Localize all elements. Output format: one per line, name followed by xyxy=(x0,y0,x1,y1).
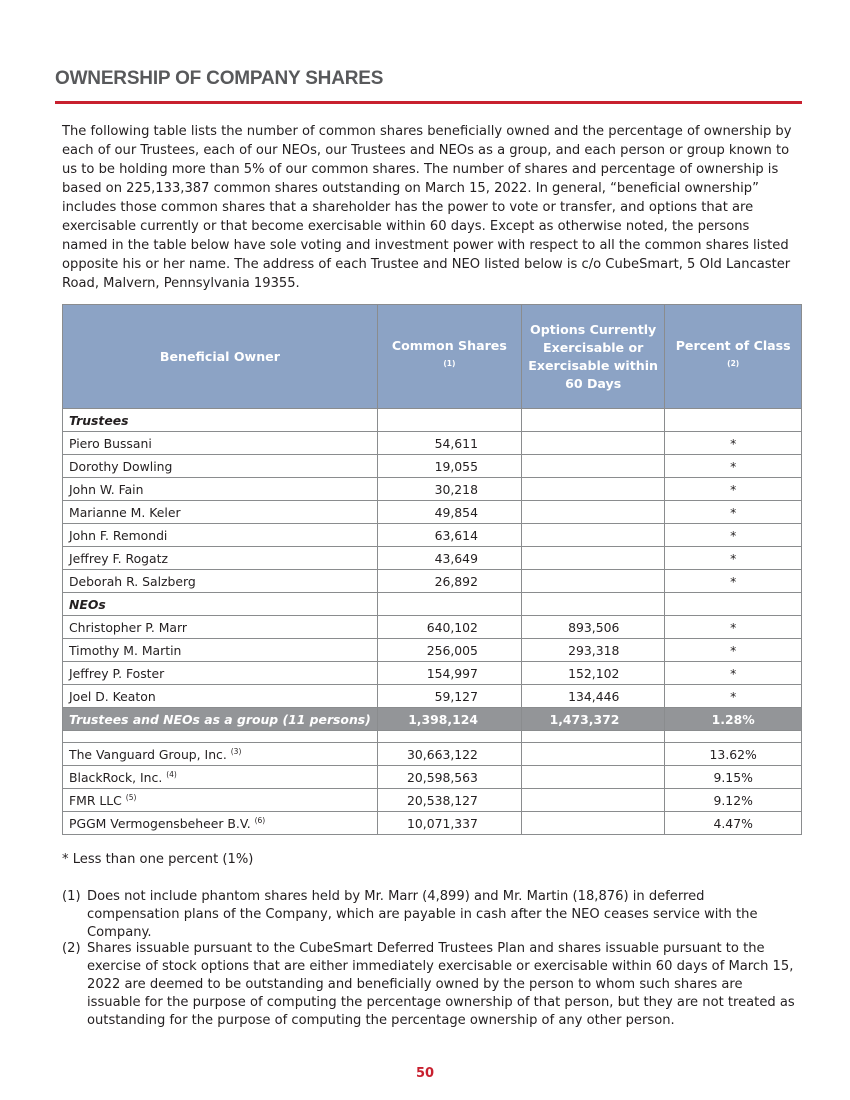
common-shares: 640,102 xyxy=(377,616,521,639)
common-shares: 154,997 xyxy=(377,662,521,685)
percent-of-class: 4.47% xyxy=(665,812,802,835)
percent-of-class: 9.15% xyxy=(665,766,802,789)
table-row xyxy=(63,432,802,455)
percent-of-class: * xyxy=(665,432,802,455)
common-shares: 30,218 xyxy=(377,478,521,501)
options: 893,506 xyxy=(521,616,664,639)
owner-name: Jeffrey F. Rogatz xyxy=(63,547,378,570)
owner-name: FMR LLC $^{(5)}$ xyxy=(63,789,378,812)
options xyxy=(521,478,664,501)
footnote-ref: (5) xyxy=(125,792,137,802)
owner-name: Jeffrey P. Foster xyxy=(63,662,378,685)
common-shares: 19,055 xyxy=(377,455,521,478)
table-row xyxy=(63,616,802,639)
table-row xyxy=(63,685,802,708)
table-row xyxy=(63,743,802,766)
header-beneficial-owner: Beneficial Owner xyxy=(63,305,378,409)
table-row xyxy=(63,547,802,570)
common-shares: 10,071,337 xyxy=(377,812,521,835)
common-shares: 49,854 xyxy=(377,501,521,524)
footnote-number: (2) xyxy=(62,941,81,956)
table-row xyxy=(63,478,802,501)
page-number: 50 xyxy=(415,1066,435,1081)
owner-name: Piero Bussani xyxy=(63,432,378,455)
spacer-row xyxy=(63,731,802,743)
owner-name: The Vanguard Group, Inc. $^{(3)}$ xyxy=(63,743,378,766)
footnote-ref: (4) xyxy=(166,769,177,779)
common-shares: 20,538,127 xyxy=(377,789,521,812)
owner-name: Marianne M. Keler xyxy=(63,501,378,524)
common-shares: 30,663,122 xyxy=(377,743,521,766)
section-row-neos xyxy=(63,593,802,616)
common-shares: 26,892 xyxy=(377,570,521,593)
owner-name: Trustees and NEOs as a group (11 persons) xyxy=(63,708,378,731)
options xyxy=(521,524,664,547)
ownership-table xyxy=(62,304,802,835)
percent-of-class: 13.62% xyxy=(665,743,802,766)
footnote-1 xyxy=(62,888,797,942)
table-row xyxy=(63,662,802,685)
table-row xyxy=(63,639,802,662)
options xyxy=(521,812,664,835)
table-row xyxy=(63,812,802,835)
percent-of-class: * xyxy=(665,478,802,501)
less-than-one-percent-note: * Less than one percent (1%) xyxy=(62,852,254,867)
percent-of-class: * xyxy=(665,639,802,662)
percent-of-class: * xyxy=(665,455,802,478)
footnote-number: (1) xyxy=(62,889,81,904)
percent-of-class: * xyxy=(665,501,802,524)
table-row xyxy=(63,789,802,812)
table-row xyxy=(63,524,802,547)
owner-name: BlackRock, Inc. $^{(4)}$ xyxy=(63,766,378,789)
table-header-row xyxy=(63,305,802,409)
common-shares: 1,398,124 xyxy=(377,708,521,731)
percent-of-class: * xyxy=(665,616,802,639)
options xyxy=(521,570,664,593)
percent-of-class: * xyxy=(665,685,802,708)
header-common-shares: Common Shares $^{(1)}$ xyxy=(377,305,521,409)
page-title: OWNERSHIP OF COMPANY SHARES xyxy=(55,68,384,89)
owner-name: Dorothy Dowling xyxy=(63,455,378,478)
footnote-2 xyxy=(62,940,797,1030)
footnote-ref: (3) xyxy=(230,746,242,756)
common-shares: 54,611 xyxy=(377,432,521,455)
options xyxy=(521,432,664,455)
table-row xyxy=(63,455,802,478)
common-shares: 43,649 xyxy=(377,547,521,570)
table-row xyxy=(63,570,802,593)
options xyxy=(521,789,664,812)
header-options: Options Currently Exercisable or Exercisable within 60 Days xyxy=(521,305,664,409)
options xyxy=(521,455,664,478)
header-percent-of-class: Percent of Class $^{(2)}$ xyxy=(665,305,802,409)
table-row xyxy=(63,501,802,524)
owner-name: Timothy M. Martin xyxy=(63,639,378,662)
owner-name: Deborah R. Salzberg xyxy=(63,570,378,593)
section-row-trustees xyxy=(63,409,802,432)
owner-name: Joel D. Keaton xyxy=(63,685,378,708)
footnote-ref: (6) xyxy=(254,815,266,825)
title-divider xyxy=(55,101,802,104)
section-label: Trustees xyxy=(63,409,378,432)
table-row xyxy=(63,766,802,789)
owner-name: John W. Fain xyxy=(63,478,378,501)
percent-of-class: 1.28% xyxy=(665,708,802,731)
owner-name: PGGM Vermogensbeheer B.V. $^{(6)}$ xyxy=(63,812,378,835)
owner-name: Christopher P. Marr xyxy=(63,616,378,639)
options: 152,102 xyxy=(521,662,664,685)
percent-of-class: 9.12% xyxy=(665,789,802,812)
options xyxy=(521,766,664,789)
percent-of-class: * xyxy=(665,570,802,593)
percent-of-class: * xyxy=(665,547,802,570)
common-shares: 256,005 xyxy=(377,639,521,662)
percent-of-class: * xyxy=(665,662,802,685)
common-shares: 59,127 xyxy=(377,685,521,708)
section-label: NEOs xyxy=(63,593,378,616)
options: 134,446 xyxy=(521,685,664,708)
owner-name: John F. Remondi xyxy=(63,524,378,547)
options xyxy=(521,743,664,766)
intro-paragraph: The following table lists the number of common shares beneficially owned and the percentage of ownership by each of our Trustees, each of our NEOs, our Trustees and NEOs as a group, and each person or group known to us to be holding more than 5% of our common shares. The number of shares and percentage of ownership is based on 225,133,387 common shares outstanding on March 15, 2022. In general, “beneficial ownership” includes those common shares that a shareholder has the power to vote or transfer, and options that are exercisable currently or that become exercisable within 60 days. Except as otherwise noted, the persons named in the table below have sole voting and investment power with respect to all the common shares listed opposite his or her name. The address of each Trustee and NEO listed below is c/o CubeSmart, 5 Old Lancaster Road, Malvern, Pennsylvania 19355. xyxy=(62,124,792,291)
options: 1,473,372 xyxy=(521,708,664,731)
common-shares: 63,614 xyxy=(377,524,521,547)
options xyxy=(521,547,664,570)
percent-of-class: * xyxy=(665,524,802,547)
options xyxy=(521,501,664,524)
footnote-text: Does not include phantom shares held by Mr. Marr (4,899) and Mr. Martin (18,876) in deferred compensation plans of the Company, which are payable in cash after the NEO ceases service with the Company. xyxy=(87,889,758,940)
options: 293,318 xyxy=(521,639,664,662)
group-total-row xyxy=(63,708,802,731)
common-shares: 20,598,563 xyxy=(377,766,521,789)
footnote-text: Shares issuable pursuant to the CubeSmart Deferred Trustees Plan and shares issuable pursuant to the exercise of stock options that are either immediately exercisable or exercisable within 60 days of March 15, 2022 are deemed to be outstanding and beneficially owned by the person to whom such shares are issuable for the purpose of computing the percentage ownership of that person, but they are not treated as outstanding for the purpose of computing the percentage ownership of any other person. xyxy=(87,941,795,1028)
